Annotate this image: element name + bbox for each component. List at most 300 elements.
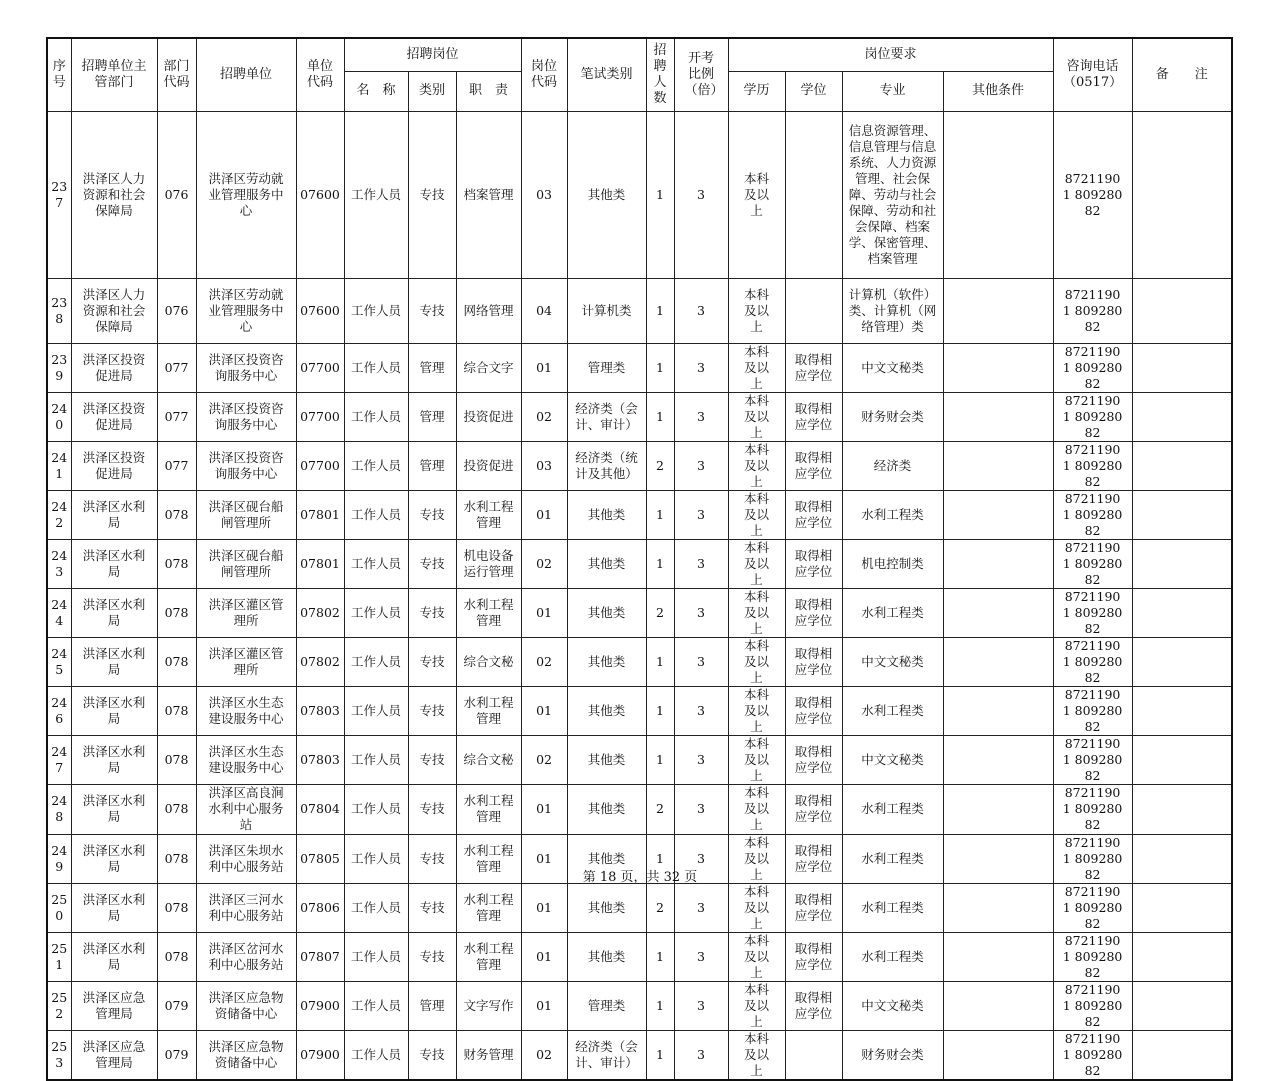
cell-edu: 本科及以上 [728,343,785,392]
header-req-group: 岗位要求 [728,38,1053,71]
cell-seq: 238 [47,278,71,343]
cell-dept: 洪泽区水利局 [71,883,157,932]
cell-major: 水利工程类 [842,834,943,883]
cell-dept-code: 078 [157,932,196,981]
cell-dept-code: 077 [157,441,196,490]
table-row [47,1030,1232,1080]
cell-degree: 取得相应学位 [785,883,842,932]
cell-post-name: 工作人员 [344,932,408,981]
cell-dept: 洪泽区水利局 [71,735,157,784]
cell-seq: 248 [47,784,71,834]
cell-ratio: 3 [674,834,728,883]
header-unit-code: 单位代码 [296,38,344,111]
cell-count: 2 [646,784,674,834]
cell-post-name: 工作人员 [344,1030,408,1080]
cell-degree: 取得相应学位 [785,539,842,588]
cell-major: 计算机（软件）类、计算机（网络管理）类 [842,278,943,343]
cell-unit: 洪泽区劳动就业管理服务中心 [196,278,296,343]
cell-post-name: 工作人员 [344,834,408,883]
cell-phone: 87211901 80928082 [1053,637,1132,686]
cell-remark [1132,735,1232,784]
cell-unit: 洪泽区岔河水利中心服务站 [196,932,296,981]
cell-post-code: 03 [521,441,567,490]
cell-seq: 250 [47,883,71,932]
cell-remark [1132,981,1232,1030]
cell-degree: 取得相应学位 [785,735,842,784]
cell-post-duty: 机电设备运行管理 [456,539,521,588]
cell-edu: 本科及以上 [728,441,785,490]
cell-dept: 洪泽区水利局 [71,834,157,883]
cell-unit: 洪泽区砚台船闸管理所 [196,490,296,539]
cell-exam: 其他类 [567,883,646,932]
cell-exam: 其他类 [567,588,646,637]
cell-edu: 本科及以上 [728,883,785,932]
cell-count: 1 [646,834,674,883]
cell-post-type: 专技 [408,490,456,539]
cell-remark [1132,588,1232,637]
cell-post-code: 01 [521,686,567,735]
table-row [47,784,1232,834]
cell-phone: 87211901 80928082 [1053,588,1132,637]
cell-post-type: 专技 [408,735,456,784]
cell-major: 水利工程类 [842,490,943,539]
cell-post-type: 管理 [408,441,456,490]
cell-count: 1 [646,735,674,784]
cell-post-name: 工作人员 [344,278,408,343]
cell-unit: 洪泽区投资咨询服务中心 [196,392,296,441]
cell-major: 水利工程类 [842,883,943,932]
cell-seq: 244 [47,588,71,637]
cell-remark [1132,278,1232,343]
cell-count: 1 [646,686,674,735]
cell-dept: 洪泽区投资促进局 [71,441,157,490]
cell-count: 1 [646,637,674,686]
cell-remark [1132,932,1232,981]
cell-remark [1132,686,1232,735]
cell-ratio: 3 [674,539,728,588]
cell-count: 1 [646,343,674,392]
cell-unit-code: 07600 [296,111,344,278]
cell-count: 1 [646,111,674,278]
cell-edu: 本科及以上 [728,111,785,278]
cell-ratio: 3 [674,343,728,392]
cell-unit-code: 07805 [296,834,344,883]
cell-post-name: 工作人员 [344,490,408,539]
table-row [47,539,1232,588]
cell-dept: 洪泽区水利局 [71,637,157,686]
header-dept-code: 部门代码 [157,38,196,111]
cell-other [943,588,1053,637]
cell-exam: 其他类 [567,637,646,686]
cell-seq: 239 [47,343,71,392]
cell-major: 水利工程类 [842,686,943,735]
cell-seq: 240 [47,392,71,441]
cell-post-duty: 水利工程管理 [456,834,521,883]
cell-post-name: 工作人员 [344,392,408,441]
cell-ratio: 3 [674,1030,728,1080]
cell-count: 1 [646,278,674,343]
cell-post-code: 01 [521,343,567,392]
cell-post-duty: 水利工程管理 [456,490,521,539]
cell-post-duty: 水利工程管理 [456,588,521,637]
cell-unit: 洪泽区应急物资储备中心 [196,1030,296,1080]
cell-phone: 87211901 80928082 [1053,883,1132,932]
header-dept: 招聘单位主管部门 [71,38,157,111]
cell-other [943,735,1053,784]
cell-post-name: 工作人员 [344,441,408,490]
cell-ratio: 3 [674,588,728,637]
cell-other [943,981,1053,1030]
cell-post-duty: 财务管理 [456,1030,521,1080]
cell-seq: 253 [47,1030,71,1080]
cell-post-duty: 水利工程管理 [456,932,521,981]
cell-unit: 洪泽区水生态建设服务中心 [196,735,296,784]
cell-dept-code: 078 [157,490,196,539]
cell-remark [1132,637,1232,686]
cell-seq: 249 [47,834,71,883]
cell-unit: 洪泽区灌区管理所 [196,637,296,686]
cell-exam: 其他类 [567,686,646,735]
cell-other [943,932,1053,981]
cell-dept-code: 079 [157,981,196,1030]
cell-exam: 其他类 [567,111,646,278]
cell-post-type: 专技 [408,686,456,735]
header-post-type: 类别 [408,71,456,111]
cell-dept: 洪泽区水利局 [71,686,157,735]
cell-post-name: 工作人员 [344,539,408,588]
cell-major: 中文文秘类 [842,981,943,1030]
cell-post-name: 工作人员 [344,784,408,834]
cell-unit-code: 07802 [296,588,344,637]
cell-unit: 洪泽区水生态建设服务中心 [196,686,296,735]
cell-degree [785,1030,842,1080]
cell-post-type: 管理 [408,392,456,441]
cell-unit-code: 07802 [296,637,344,686]
cell-seq: 251 [47,932,71,981]
cell-edu: 本科及以上 [728,392,785,441]
cell-remark [1132,441,1232,490]
cell-count: 2 [646,588,674,637]
cell-unit-code: 07700 [296,343,344,392]
cell-ratio: 3 [674,932,728,981]
cell-post-code: 04 [521,278,567,343]
cell-phone: 87211901 80928082 [1053,686,1132,735]
cell-post-type: 专技 [408,278,456,343]
cell-degree: 取得相应学位 [785,392,842,441]
cell-other [943,343,1053,392]
cell-post-type: 专技 [408,539,456,588]
cell-other [943,441,1053,490]
cell-phone: 87211901 80928082 [1053,784,1132,834]
cell-edu: 本科及以上 [728,588,785,637]
cell-unit-code: 07900 [296,1030,344,1080]
cell-degree: 取得相应学位 [785,637,842,686]
table-row [47,932,1232,981]
cell-phone: 87211901 80928082 [1053,278,1132,343]
header-post-duty: 职 责 [456,71,521,111]
table-row [47,686,1232,735]
cell-dept-code: 078 [157,834,196,883]
cell-unit: 洪泽区高良涧水利中心服务站 [196,784,296,834]
cell-other [943,490,1053,539]
cell-edu: 本科及以上 [728,686,785,735]
cell-dept-code: 078 [157,784,196,834]
cell-major: 水利工程类 [842,588,943,637]
cell-post-type: 专技 [408,932,456,981]
cell-dept: 洪泽区水利局 [71,490,157,539]
cell-other [943,111,1053,278]
cell-count: 1 [646,539,674,588]
recruitment-table [46,37,1233,1081]
cell-exam: 计算机类 [567,278,646,343]
table-body [47,111,1232,1080]
cell-post-name: 工作人员 [344,637,408,686]
cell-ratio: 3 [674,111,728,278]
cell-count: 1 [646,932,674,981]
cell-other [943,784,1053,834]
cell-unit-code: 07801 [296,539,344,588]
cell-post-code: 01 [521,784,567,834]
cell-unit: 洪泽区三河水利中心服务站 [196,883,296,932]
cell-phone: 87211901 80928082 [1053,1030,1132,1080]
header-remark: 备 注 [1132,38,1232,111]
cell-dept: 洪泽区水利局 [71,539,157,588]
cell-edu: 本科及以上 [728,490,785,539]
cell-edu: 本科及以上 [728,539,785,588]
cell-post-code: 02 [521,637,567,686]
cell-count: 1 [646,392,674,441]
cell-phone: 87211901 80928082 [1053,392,1132,441]
header-seq: 序号 [47,38,71,111]
cell-post-name: 工作人员 [344,588,408,637]
header-post-code: 岗位代码 [521,38,567,111]
cell-remark [1132,539,1232,588]
cell-post-code: 02 [521,392,567,441]
cell-count: 1 [646,1030,674,1080]
cell-edu: 本科及以上 [728,1030,785,1080]
cell-unit-code: 07806 [296,883,344,932]
cell-seq: 243 [47,539,71,588]
cell-post-type: 专技 [408,834,456,883]
cell-dept-code: 078 [157,637,196,686]
cell-unit: 洪泽区投资咨询服务中心 [196,343,296,392]
cell-unit: 洪泽区灌区管理所 [196,588,296,637]
cell-count: 2 [646,441,674,490]
cell-edu: 本科及以上 [728,637,785,686]
cell-post-type: 专技 [408,637,456,686]
cell-post-code: 01 [521,490,567,539]
cell-ratio: 3 [674,686,728,735]
cell-edu: 本科及以上 [728,981,785,1030]
cell-major: 财务财会类 [842,392,943,441]
cell-unit: 洪泽区投资咨询服务中心 [196,441,296,490]
cell-unit: 洪泽区砚台船闸管理所 [196,539,296,588]
cell-phone: 87211901 80928082 [1053,834,1132,883]
cell-dept-code: 079 [157,1030,196,1080]
table-row [47,490,1232,539]
table-row [47,735,1232,784]
cell-post-type: 管理 [408,981,456,1030]
cell-post-code: 02 [521,1030,567,1080]
cell-remark [1132,111,1232,278]
cell-post-code: 02 [521,539,567,588]
cell-post-duty: 投资促进 [456,392,521,441]
table-row [47,441,1232,490]
table-row [47,883,1232,932]
cell-degree [785,111,842,278]
cell-edu: 本科及以上 [728,278,785,343]
cell-phone: 87211901 80928082 [1053,932,1132,981]
cell-post-code: 01 [521,932,567,981]
cell-phone: 87211901 80928082 [1053,343,1132,392]
header-post-name: 名 称 [344,71,408,111]
cell-dept: 洪泽区应急管理局 [71,1030,157,1080]
cell-phone: 87211901 80928082 [1053,490,1132,539]
cell-degree: 取得相应学位 [785,343,842,392]
cell-phone: 87211901 80928082 [1053,111,1132,278]
cell-degree: 取得相应学位 [785,686,842,735]
cell-post-duty: 网络管理 [456,278,521,343]
cell-post-duty: 水利工程管理 [456,883,521,932]
cell-post-name: 工作人员 [344,111,408,278]
cell-dept-code: 078 [157,686,196,735]
cell-edu: 本科及以上 [728,784,785,834]
cell-ratio: 3 [674,883,728,932]
header-ratio: 开考比例（倍） [674,38,728,111]
cell-post-duty: 水利工程管理 [456,686,521,735]
cell-other [943,883,1053,932]
cell-ratio: 3 [674,784,728,834]
cell-unit-code: 07804 [296,784,344,834]
cell-post-duty: 档案管理 [456,111,521,278]
cell-exam: 管理类 [567,343,646,392]
cell-dept-code: 078 [157,539,196,588]
cell-unit-code: 07803 [296,686,344,735]
cell-unit: 洪泽区朱坝水利中心服务站 [196,834,296,883]
cell-major: 水利工程类 [842,932,943,981]
cell-seq: 247 [47,735,71,784]
cell-ratio: 3 [674,490,728,539]
cell-exam: 经济类（会计、审计） [567,392,646,441]
cell-seq: 242 [47,490,71,539]
cell-unit-code: 07807 [296,932,344,981]
cell-dept: 洪泽区人力资源和社会保障局 [71,278,157,343]
cell-major: 财务财会类 [842,1030,943,1080]
cell-remark [1132,392,1232,441]
header-phone: 咨询电话（0517） [1053,38,1132,111]
page-number: 第 18 页，共 32 页 [582,870,698,885]
cell-dept-code: 078 [157,735,196,784]
header-edu: 学历 [728,71,785,111]
cell-seq: 252 [47,981,71,1030]
cell-post-type: 专技 [408,883,456,932]
cell-phone: 87211901 80928082 [1053,441,1132,490]
cell-degree: 取得相应学位 [785,932,842,981]
cell-major: 经济类 [842,441,943,490]
cell-count: 2 [646,883,674,932]
cell-post-name: 工作人员 [344,735,408,784]
cell-major: 中文文秘类 [842,637,943,686]
cell-count: 1 [646,981,674,1030]
cell-remark [1132,343,1232,392]
cell-post-name: 工作人员 [344,686,408,735]
cell-exam: 经济类（会计、审计） [567,1030,646,1080]
cell-exam: 其他类 [567,539,646,588]
cell-phone: 87211901 80928082 [1053,539,1132,588]
cell-ratio: 3 [674,278,728,343]
cell-ratio: 3 [674,981,728,1030]
cell-dept-code: 078 [157,588,196,637]
cell-seq: 245 [47,637,71,686]
cell-dept: 洪泽区人力资源和社会保障局 [71,111,157,278]
table-row [47,343,1232,392]
cell-ratio: 3 [674,637,728,686]
cell-other [943,392,1053,441]
cell-ratio: 3 [674,735,728,784]
cell-dept-code: 077 [157,392,196,441]
cell-remark [1132,490,1232,539]
table-row [47,588,1232,637]
cell-major: 中文文秘类 [842,343,943,392]
cell-dept: 洪泽区水利局 [71,784,157,834]
cell-exam: 其他类 [567,784,646,834]
cell-unit-code: 07803 [296,735,344,784]
cell-post-code: 01 [521,588,567,637]
cell-ratio: 3 [674,392,728,441]
cell-dept: 洪泽区投资促进局 [71,343,157,392]
cell-phone: 87211901 80928082 [1053,981,1132,1030]
cell-dept-code: 077 [157,343,196,392]
cell-other [943,278,1053,343]
table-row [47,637,1232,686]
cell-dept: 洪泽区应急管理局 [71,981,157,1030]
cell-post-name: 工作人员 [344,981,408,1030]
cell-unit-code: 07600 [296,278,344,343]
cell-other [943,686,1053,735]
cell-exam: 其他类 [567,735,646,784]
cell-post-type: 专技 [408,784,456,834]
cell-exam: 其他类 [567,490,646,539]
cell-unit: 洪泽区应急物资储备中心 [196,981,296,1030]
cell-other [943,539,1053,588]
cell-exam: 其他类 [567,932,646,981]
cell-count: 1 [646,490,674,539]
cell-post-type: 专技 [408,1030,456,1080]
table-row [47,111,1232,278]
header-major: 专业 [842,71,943,111]
cell-major: 机电控制类 [842,539,943,588]
cell-major: 信息资源管理、信息管理与信息系统、人力资源管理、社会保障、劳动与社会保障、劳动和社会保障、档案学、保密管理、档案管理 [842,111,943,278]
cell-post-type: 专技 [408,588,456,637]
cell-post-duty: 水利工程管理 [456,784,521,834]
header-exam: 笔试类别 [567,38,646,111]
cell-degree: 取得相应学位 [785,834,842,883]
cell-exam: 管理类 [567,981,646,1030]
cell-unit: 洪泽区劳动就业管理服务中心 [196,111,296,278]
cell-post-type: 专技 [408,111,456,278]
cell-degree: 取得相应学位 [785,441,842,490]
cell-dept: 洪泽区水利局 [71,932,157,981]
cell-degree: 取得相应学位 [785,981,842,1030]
cell-phone: 87211901 80928082 [1053,735,1132,784]
cell-seq: 237 [47,111,71,278]
cell-post-name: 工作人员 [344,343,408,392]
cell-ratio: 3 [674,441,728,490]
cell-post-duty: 文字写作 [456,981,521,1030]
cell-post-name: 工作人员 [344,883,408,932]
cell-seq: 246 [47,686,71,735]
cell-degree: 取得相应学位 [785,784,842,834]
